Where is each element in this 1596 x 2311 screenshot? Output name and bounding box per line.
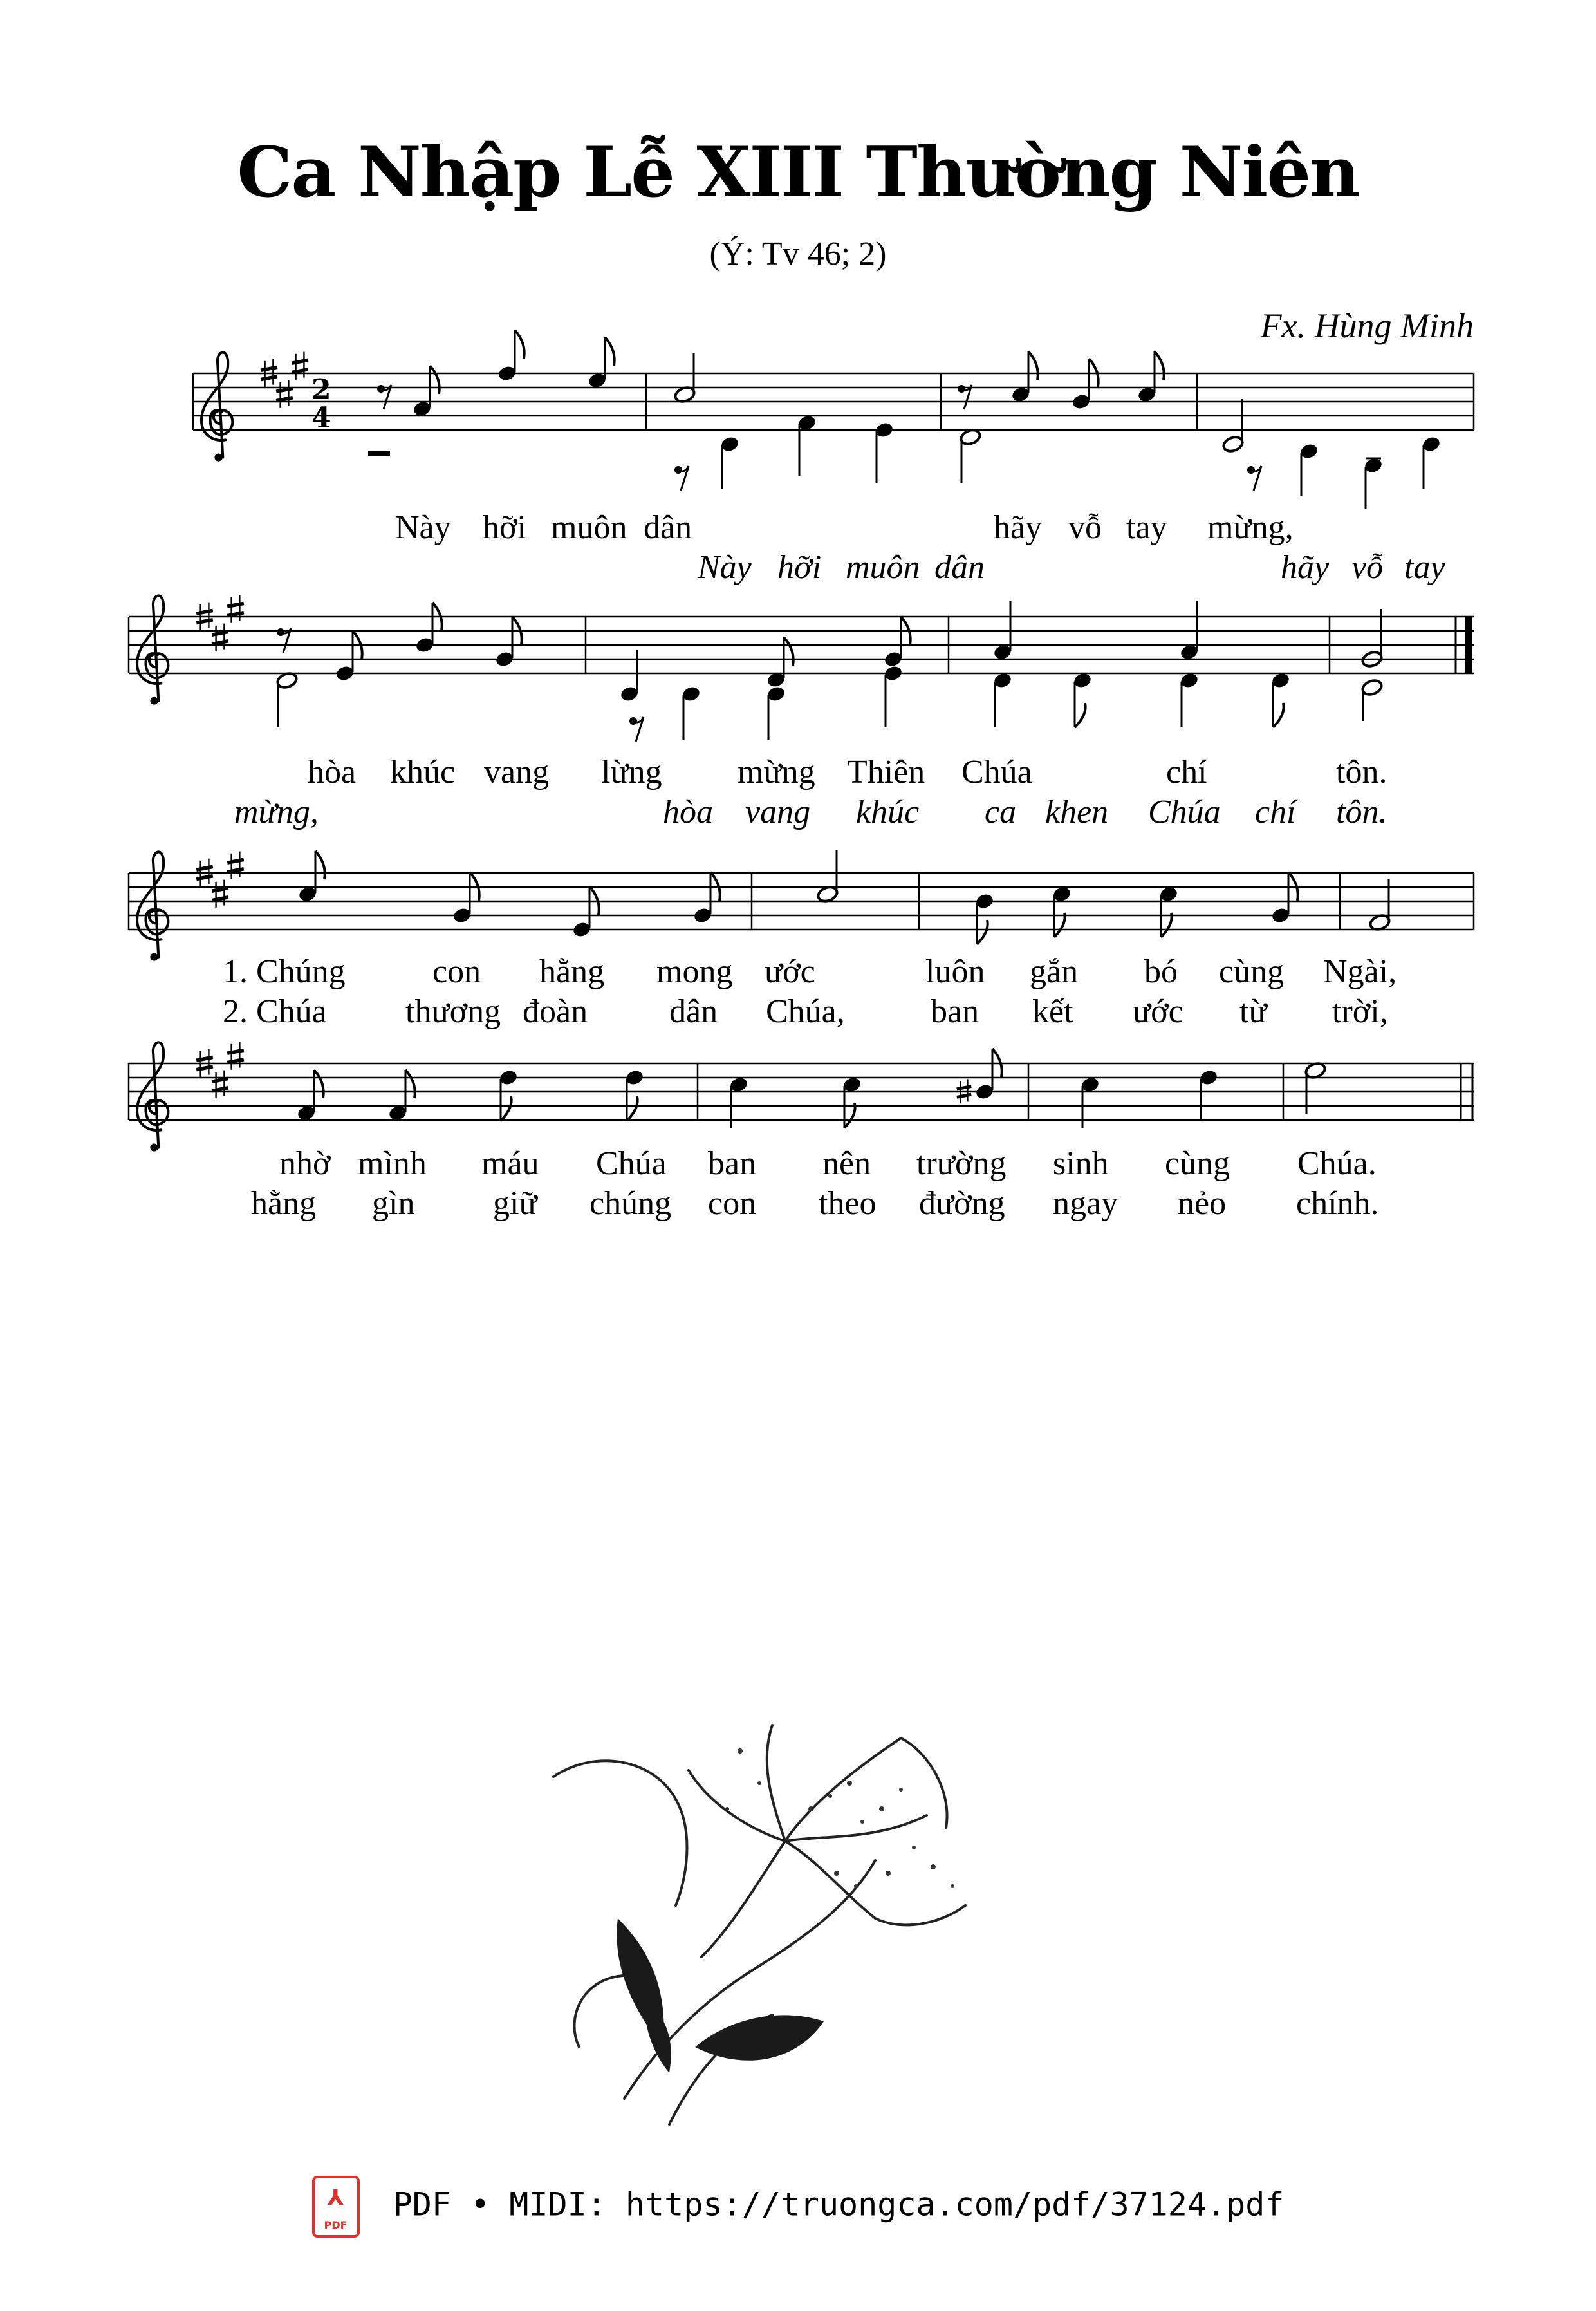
lyric-word: ban: [708, 1145, 757, 1182]
lyric-word: nên: [822, 1145, 871, 1182]
footer-text[interactable]: PDF • MIDI: https://truongca.com/pdf/37124.pdf: [393, 2185, 1285, 2223]
lyric-word: ước: [765, 953, 815, 990]
lyric-word: Chúa: [961, 754, 1032, 791]
lyric-word: hỡi: [483, 509, 526, 546]
lyric-word: dân: [669, 993, 718, 1030]
lyric-word: từ: [1239, 993, 1267, 1030]
lyric-word: cùng: [1219, 953, 1285, 990]
lyric-word: nhờ: [279, 1145, 331, 1182]
lyric-word: mừng,: [1207, 509, 1294, 546]
staff-system-4: [129, 1042, 1474, 1152]
lyric-word: máu: [481, 1145, 539, 1182]
lyric-word: cùng: [1165, 1145, 1230, 1182]
footer-link[interactable]: [0, 2176, 1596, 2238]
lyric-word: hòa: [663, 794, 713, 830]
lyric-word: luôn: [925, 953, 985, 990]
lyric-word: hòa: [308, 754, 357, 791]
lyric-word: đường: [919, 1185, 1005, 1222]
lyric-word: chí: [1166, 754, 1207, 791]
lyric-word: kết: [1032, 993, 1073, 1030]
lyric-word: Chúa: [1148, 794, 1221, 830]
staff-system-2: [129, 595, 1474, 742]
svg-text:2: 2: [311, 373, 331, 406]
lyric-word: tôn.: [1336, 754, 1387, 791]
lyric-word: ngay: [1053, 1185, 1118, 1222]
staff-system-3: [129, 850, 1474, 961]
lyric-word: sinh: [1053, 1145, 1109, 1182]
lyric-word: tay: [1126, 509, 1167, 546]
lyric-word: thương: [405, 993, 501, 1030]
lyric-word: 2. Chúa: [223, 993, 327, 1030]
lyric-word: chính.: [1296, 1185, 1379, 1222]
lyric-word: hằng: [251, 1185, 317, 1222]
lyric-word: giữ: [493, 1185, 537, 1222]
lyric-word: muôn: [551, 509, 627, 546]
lyric-word: tay: [1404, 549, 1445, 586]
lyric-word: khúc: [390, 754, 456, 791]
composer-name: Fx. Hùng Minh: [1260, 306, 1474, 345]
lyric-word: mừng,: [234, 794, 319, 830]
lyric-word: Này: [698, 549, 752, 586]
lyric-word: dân: [934, 549, 985, 586]
lyric-word: muôn: [846, 549, 920, 586]
pdf-file-icon: ⅄ PDF: [312, 2176, 360, 2238]
lyric-word: chí: [1255, 794, 1296, 830]
lyric-word: Chúa: [596, 1145, 667, 1182]
staff-system-1: [193, 330, 1474, 509]
lyric-word: vang: [745, 794, 811, 830]
lyric-word: đoàn: [523, 993, 588, 1030]
lyric-word: theo: [819, 1185, 877, 1222]
lyric-word: trường: [916, 1145, 1007, 1182]
lyric-word: con: [432, 953, 481, 990]
lyric-word: hãy: [1281, 549, 1330, 586]
lyric-word: gắn: [1030, 953, 1079, 990]
svg-text:4: 4: [311, 402, 331, 435]
lyric-word: mong: [656, 953, 733, 990]
lyric-word: trời,: [1332, 993, 1388, 1030]
lyric-word: tôn.: [1336, 794, 1387, 830]
lyric-word: hỡi: [777, 549, 822, 586]
lyric-word: gìn: [372, 1185, 415, 1222]
lyric-word: khúc: [856, 794, 920, 830]
lyric-word: dân: [644, 509, 692, 546]
lyric-word: 1. Chúng: [223, 953, 346, 990]
lyric-word: lừng: [601, 754, 662, 791]
lyric-word: Này: [395, 509, 451, 546]
lyric-word: vang: [484, 754, 550, 791]
lyric-word: hãy: [994, 509, 1043, 546]
lyric-word: ước: [1133, 993, 1183, 1030]
lyric-word: vỗ: [1351, 549, 1384, 586]
scripture-reference: (Ý: Tv 46; 2): [709, 236, 887, 272]
lyric-word: Chúa.: [1297, 1145, 1377, 1182]
lyric-word: hằng: [539, 953, 605, 990]
lyric-word: mình: [358, 1145, 427, 1182]
lyric-word: bó: [1144, 953, 1178, 990]
lyric-word: ca: [985, 794, 1017, 830]
lyric-word: chúng: [589, 1185, 672, 1222]
lyric-word: con: [708, 1185, 757, 1222]
lyric-word: Chúa,: [766, 993, 845, 1030]
lyric-word: vỗ: [1068, 509, 1102, 546]
lyric-word: Thiên: [847, 754, 925, 791]
lyric-word: mừng: [738, 754, 815, 791]
lyric-word: ban: [931, 993, 979, 1030]
page-title: Ca Nhập Lễ XIII Thường Niên: [237, 132, 1359, 213]
flower-illustration: [541, 1712, 1004, 2137]
lyric-word: khen: [1045, 794, 1109, 830]
lyric-word: Ngài,: [1323, 953, 1397, 990]
lyric-word: nẻo: [1178, 1185, 1227, 1222]
